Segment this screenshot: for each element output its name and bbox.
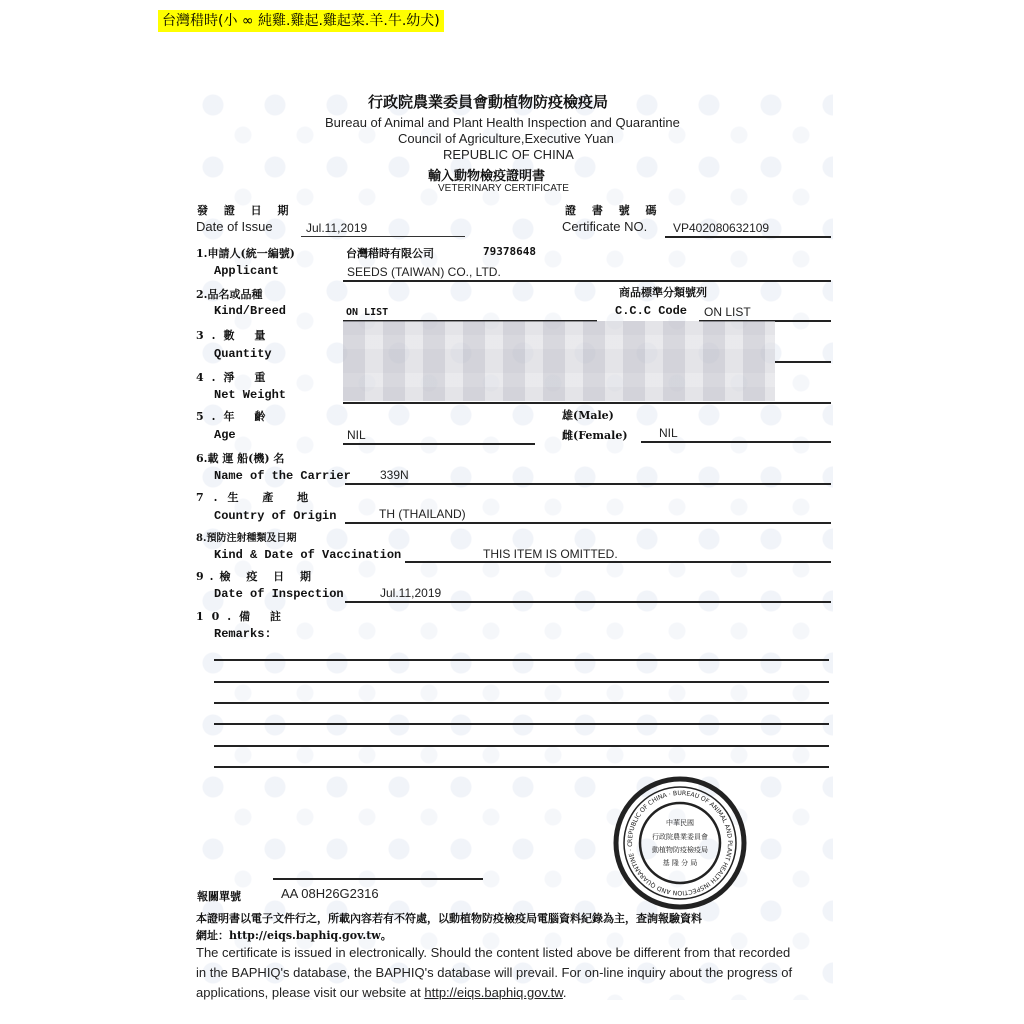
issue-date-value: Jul.11,2019 [306, 221, 368, 235]
carrier-label-en: Name of the Carrier [214, 469, 351, 483]
remarks-line-1 [214, 659, 829, 661]
remarks-label-zh: 10.備 註 [196, 610, 289, 623]
baphiq-website-link[interactable]: http://eiqs.baphiq.gov.tw [424, 985, 563, 1000]
remarks-line-4 [214, 723, 829, 725]
issue-date-label-zh: 發 證 日 期 [197, 204, 295, 217]
origin-underline [345, 522, 831, 524]
footer-en-line-3 [196, 983, 567, 1003]
ccc-label-en: C.C.C Code [615, 304, 688, 318]
remarks-line-6 [214, 766, 829, 768]
vaccination-label-zh: 8.預防注射種類及日期 [196, 533, 297, 544]
seal-line-2: 行政院農業委員會 [652, 833, 708, 841]
certificate-title-en: VETERINARY CERTIFICATE [438, 183, 569, 194]
inspection-underline [345, 601, 831, 603]
remarks-line-3 [214, 702, 829, 704]
ccc-value: ON LIST [704, 305, 751, 319]
declaration-underline [273, 878, 483, 880]
issue-date-underline [301, 236, 465, 237]
inspection-value: Jul.11,2019 [380, 586, 442, 600]
remarks-label-en: Remarks: [214, 627, 272, 641]
issue-date-label-en: Date of Issue [196, 219, 273, 234]
seal-line-4: 基 隆 分 局 [662, 859, 698, 867]
male-label: 雄(Male) [562, 409, 614, 422]
kind-label-zh: 2.品名或品種 [196, 288, 263, 301]
age-value: NIL [347, 428, 366, 442]
carrier-underline [345, 483, 831, 485]
remarks-line-2 [214, 681, 829, 683]
seal-line-3: 動植物防疫檢疫局 [652, 846, 708, 854]
redacted-net-weight [343, 363, 775, 401]
footer-en-line-2: in the BAPHIQ's database, the BAPHIQ's database will prevail. For on-line inquiry about the progress of [196, 965, 793, 980]
footer-en-line-3-text: applications, please visit our website at [196, 985, 421, 1000]
origin-label-en: Country of Origin [214, 509, 337, 523]
applicant-name-zh: 台灣稓時有限公司 [346, 247, 434, 260]
footer-en-line-3-end: . [562, 985, 567, 1000]
applicant-label-en: Applicant [214, 264, 279, 278]
declaration-value: AA 08H26G2316 [281, 886, 379, 901]
bureau-title-en: Bureau of Animal and Plant Health Inspection and Quarantine [325, 115, 680, 130]
vaccination-value: THIS ITEM IS OMITTED. [483, 547, 618, 561]
sex-value: NIL [659, 426, 678, 440]
vaccination-underline [405, 561, 831, 563]
inspection-label-zh: 9.檢 疫 日 期 [196, 570, 317, 583]
quantity-label-zh: 3.數 量 [196, 329, 274, 342]
vaccination-label-en: Kind & Date of Vaccination [214, 548, 402, 562]
kind-label-en: Kind/Breed [214, 304, 287, 318]
bureau-title-zh: 行政院農業委員會動植物防疫檢疫局 [368, 93, 609, 111]
footer-zh-line-1: 本證明書以電子文件行之，所載內容若有不符處，以動植物防疫檢疫局電腦資料紀錄為主，查詢報驗資料 [196, 912, 702, 925]
seal-ring-textpath: REPUBLIC OF CHINA · BUREAU OF ANIMAL AND PLANT HEALTH INSPECTION AND QUARANTINE · C [626, 789, 734, 897]
republic-title-en: REPUBLIC OF CHINA [443, 147, 574, 162]
cert-no-underline [665, 236, 831, 238]
applicant-id: 79378648 [483, 245, 536, 258]
seal-graphic [612, 775, 748, 911]
carrier-value: 339N [380, 468, 409, 482]
applicant-name-en: SEEDS (TAIWAN) CO., LTD. [347, 265, 501, 279]
cert-no-label-zh: 證 書 號 碼 [565, 204, 663, 217]
footer-zh-line-2: 網址：http://eiqs.baphiq.gov.tw。 [196, 929, 392, 942]
official-seal [612, 775, 748, 911]
applicant-label-zh: 1.申請人(統一編號) [196, 247, 295, 260]
age-label-zh: 5.年 齡 [196, 410, 274, 423]
footer-en-line-1: The certificate is issued in electronically. Should the content listed above be different from that recorded [196, 945, 791, 960]
certificate-title-zh: 輸入動物檢疫證明書 [428, 169, 546, 184]
applicant-underline [343, 280, 831, 282]
age-label-en: Age [214, 428, 236, 442]
ccc-label-zh: 商品標準分類號列 [619, 286, 707, 299]
cert-no-label-en: Certificate NO. [562, 219, 648, 234]
seal-outer-ring [616, 779, 744, 907]
seal-inner-ring [640, 803, 720, 883]
net-weight-label-zh: 4.淨 重 [196, 371, 274, 384]
kind-value: ON LIST [346, 307, 389, 318]
female-label: 雌(Female) [562, 429, 628, 442]
inspection-label-en: Date of Inspection [214, 587, 344, 601]
council-title-en: Council of Agriculture,Executive Yuan [398, 131, 614, 146]
cert-no-value: VP402080632109 [673, 221, 770, 235]
net-weight-label-en: Net Weight [214, 388, 287, 402]
seal-line-1: 中華民國 [666, 819, 694, 827]
net-weight-underline [343, 402, 831, 404]
carrier-label-zh: 6.載 運 船(機) 名 [196, 452, 285, 465]
highlighted-note: 台灣稓時(小 ∞ 純雞.雞起.雞起菜.羊.牛.幼犬) [158, 10, 444, 32]
redacted-quantity [343, 321, 775, 363]
remarks-line-5 [214, 745, 829, 747]
quantity-underline [775, 361, 831, 363]
origin-label-zh: 7.生 產 地 [196, 491, 319, 504]
sex-underline [641, 441, 831, 443]
quantity-label-en: Quantity [214, 347, 272, 361]
age-underline [343, 443, 535, 445]
declaration-label: 報關單號 [197, 890, 241, 903]
origin-value: TH (THAILAND) [379, 507, 466, 521]
